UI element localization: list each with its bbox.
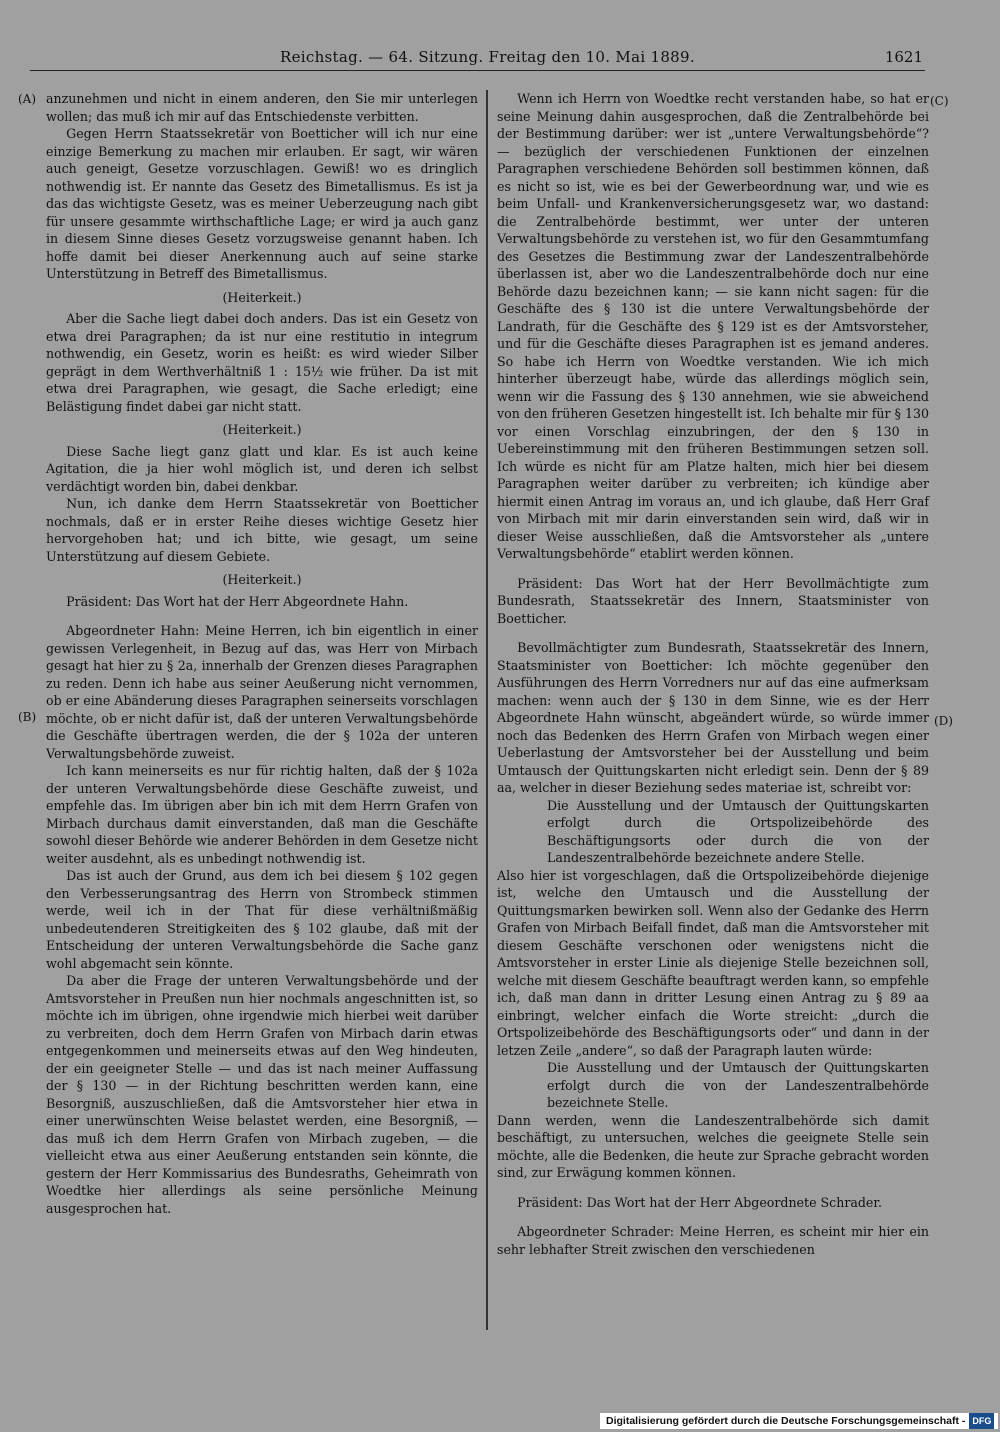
margin-marker-a: (A) — [18, 92, 37, 106]
left-column-paragraph: Gegen Herrn Staatssekretär von Boetticher will ich nur eine einzige Bemerkung zu machen mir erlauben. Er sagt, wir wären auch geneigt, Gesetze vorzuschlagen. Gewiß! wo es dringlich nothwendig ist. Er nannte das Gesetz des Bimetallismus. Es ist ja das das wichtigste Gesetz, was es meiner Ueberzeugung nach gibt für unsere gesammte wirthschaftliche Lage; er wird ja auch ganz in diesem Sinne dieses Gesetz vorzugsweise genannt haben. Ich hoffe damit bei dieser Anerkennung auch auf seine starke Unterstützung in Betreff des Bimetallismus. — [46, 126, 478, 281]
column-divider — [486, 90, 488, 1330]
left-column-paragraph: Da aber die Frage der unteren Verwaltungsbehörde und der Amtsvorsteher in Preußen nun hier nochmals angeschnitten ist, so möchte ich im übrigen, ohne irgendwie mich hierbei weit darüber zu verbreiten, doch dem Herrn Grafen von Mirbach darin etwas entgegenkommen und meinerseits etwas auf den Weg hindeuten, der ein geeigneter Stelle — und das ist nach meiner Auffassung der § 130 — in der Richtung beschritten werden kann, eine Besorgniß, auszuschließen, daß die Amtsvorsteher hier etwa in einer unerwünschten Weise belastet werden, eine Besorgniß, — das muß ich dem Herrn Grafen von Mirbach zugeben, — die vielleicht etwa aus einer Aeußerung entstanden sein könnte, die gestern der Herr Kommissarius des Bundesraths, Geheimrath von Woedtke hier allerdings als seine persönliche Meinung ausgesprochen hat. — [46, 973, 478, 1216]
right-column-paragraph: Also hier ist vorgeschlagen, daß die Ortspolizeibehörde diejenige ist, welche den Umtausch und die Ausstellung der Quittungsmarken bewirken soll. Wenn also der Gedanke des Herrn Grafen von Mirbach Beifall findet, daß man die Amtsvorsteher mit diesem Geschäfte verschonen oder wenigstens nicht die Amtsvorsteher in erster Linie als diejenige Stelle bezeichnen soll, welche mit diesem Geschäfte beauftragt werden kann, so empfehle ich, daß man dann in dritter Lesung einen Antrag zu § 89 aa einbringt, welcher einfach die Worte streicht: „durch die Ortspolizeibehörde des Beschäftigungsorts oder“ und dann in der letzen Zeile „andere“, so daß der Paragraph lauten würde: — [497, 867, 929, 1058]
header-title: Reichstag. — 64. Sitzung. Freitag den 10. Mai 1889. — [280, 48, 695, 66]
dfg-logo: DFG — [969, 1413, 994, 1429]
left-column-paragraph: Das ist auch der Grund, aus dem ich bei diesem § 102 gegen den Verbesserungsantrag des Herrn von Strombeck stimmen werde, weil ich in der That für diese verhältnißmäßig unbedeutenderen Streitigkeiten des § 102 glaube, daß mit der Entscheidung der unteren Verwaltungsbehörde die Sache ganz wohl abgemacht sein könnte. — [46, 868, 478, 971]
left-column-paragraph: Ich kann meinerseits es nur für richtig halten, daß der § 102a der unteren Verwaltungsbehörde diese Geschäfte zuweist, und empfehle das. Im übrigen aber bin ich mit dem Herrn Grafen von Mirbach durchaus damit einverstanden, daß man die Geschäfte sowohl dieser Behörde wie anderer Behörden in dem Gesetze nicht weiter ausdehnt, als es unbedingt nothwendig ist. — [46, 763, 478, 866]
right-column-paragraph: Präsident: Das Wort hat der Herr Abgeordnete Schrader. — [517, 1194, 882, 1210]
margin-marker-b: (B) — [18, 710, 37, 724]
right-column-paragraph: Wenn ich Herrn von Woedtke recht verstanden habe, so hat er seine Meinung dahin ausgesprochen, daß die Zentralbehörde bei der Bestimmung darüber: wer ist „untere Verwaltungsbehörde“? — bezüglich der verschiedenen Funktionen der einzelnen Paragraphen verschiedene Behörden soll bestimmen können, daß es nicht so ist, wie es bei der Gewerbeordnung war, und wie es beim Unfall- und Krankenversicherungsgesetz war, wo dastand: die Zentralbehörde bestimmt, wer unter der unteren Verwaltungsbehörde zu verstehen ist, wo für den Gesammtumfang des Gesetzes die Bestimmung zwar der Landeszentralbehörde überlassen ist, aber wo die Landeszentralbehörde doch nur eine Behörde dazu bezeichnen kann; — sie kann nicht sagen: für die Geschäfte des § 130 ist die untere Verwaltungsbehörde der Landrath, für die Geschäfte des § 129 ist es der Amtsvorsteher, und für die Geschäfte dieses Paragraphen ist es jemand anderes. So habe ich Herrn von Woedtke verstanden. Wie ich mich hinterher überzeugt habe, würde das allerdings möglich sein, wenn wir die Fassung des § 130 annehmen, wie sie abweichend von den früheren Gesetzen hingestellt ist. Ich behalte mir für § 130 vor einen Vorschlag einzubringen, der den § 130 in Uebereinstimmung mit den früheren Bestimmungen setzen soll. Ich würde es nicht für am Platze halten, mich hier bei diesem Paragraphen weiter darüber zu verbreiten; ich kündige aber hiermit einen Antrag im voraus an, und ich glaube, daß Herr Graf von Mirbach mit mir darin einverstanden sein wird, daß wir in dieser Weise ausschließen, daß die Amtsvorsteher als „untere Verwaltungsbehörde“ etablirt werden können. — [497, 91, 929, 561]
footer-credit — [600, 1413, 998, 1429]
left-column-paragraph: Aber die Sache liegt dabei doch anders. Das ist ein Gesetz von etwa drei Paragraphen; da ist nur eine restitutio in integrum nothwendig, ein Gesetz, worin es heißt: es wird wieder Silber geprägt in dem Werthverhältniß 1 : 15½ wie früher. Da ist mit etwa drei Paragraphen, wie gesagt, die Sache erledigt; eine Belästigung findet dabei gar nicht statt. — [46, 311, 478, 414]
right-column-paragraph: Die Ausstellung und der Umtausch der Quittungskarten erfolgt durch die Ortspolizeibehörde des Beschäftigungsorts oder durch die von der Landeszentralbehörde bezeichnete andere Stelle. — [547, 797, 929, 865]
left-column-paragraph: Diese Sache liegt ganz glatt und klar. Es ist auch keine Agitation, die ja hier wohl möglich ist, und deren ich selbst verdächtigt worden bin, dabei denkbar. — [46, 443, 478, 494]
margin-marker-c: (C) — [930, 94, 949, 108]
left-column-paragraph: Präsident: Das Wort hat der Herr Abgeordnete Hahn. — [66, 593, 409, 609]
right-column-paragraph: Die Ausstellung und der Umtausch der Quittungskarten erfolgt durch die von der Landeszentralbehörde bezeichnete Stelle. — [547, 1060, 929, 1110]
right-column-paragraph: Dann werden, wenn die Landeszentralbehörde sich damit beschäftigt, zu untersuchen, welches die geeignete Stelle sein möchte, alle die Bedenken, die heute zur Sprache gebracht worden sind, zur Erwägung kommen können. — [497, 1112, 929, 1180]
page-number: 1621 — [884, 48, 923, 66]
right-column-paragraph: Bevollmächtigter zum Bundesrath, Staatssekretär des Innern, Staatsminister von Boetticher: Ich möchte gegenüber den Ausführungen des Herrn Vorredners nur auf das eine aufmerksam machen: wenn auch der § 130 in dem Sinne, wie es der Herr Abgeordnete Hahn wünscht, abgeändert würde, so würde immer noch das Bedenken des Herrn Grafen von Mirbach wegen einer Ueberlastung der Amtsvorsteher bei der Ausstellung und beim Umtausch der Quittungskarten nicht erledigt sein. Denn der § 89 aa, welcher in dieser Beziehung sedes materiae ist, schreibt vor: — [497, 640, 929, 795]
left-column-paragraph: anzunehmen und nicht in einem anderen, den Sie mir unterlegen wollen; das muß ich mir auf das Entschiedenste verbitten. — [46, 91, 478, 124]
left-column-paragraph: (Heiterkeit.) — [222, 422, 302, 437]
right-column-paragraph: Präsident: Das Wort hat der Herr Bevollmächtigte zum Bundesrath, Staatssekretär des Innern, Staatsminister von Boetticher. — [497, 575, 929, 626]
footer-text: Digitalisierung gefördert durch die Deutsche Forschungsgemeinschaft - — [606, 1415, 966, 1427]
right-column — [497, 90, 929, 1258]
left-column-paragraph: (Heiterkeit.) — [222, 289, 302, 305]
left-column — [46, 90, 478, 1217]
margin-marker-d: (D) — [934, 714, 953, 728]
page-header — [30, 44, 925, 71]
left-column-paragraph: Abgeordneter Hahn: Meine Herren, ich bin eigentlich in einer gewissen Verlegenheit, in Bezug auf das, was Herr von Mirbach gesagt hat hier zu § 2a, innerhalb der Grenzen dieses Paragraphen zu reden. Denn ich habe aus seiner Aeußerung nicht vernommen, ob er eine Abänderung dieses Paragraphen seinerseits vorschlagen möchte, ob er nicht dafür ist, daß der unteren Verwaltungsbehörde die Geschäfte übertragen werden, die der § 102a der unteren Verwaltungsbehörde zuweist. — [46, 623, 478, 761]
left-column-paragraph: (Heiterkeit.) — [222, 572, 302, 587]
left-column-paragraph: Nun, ich danke dem Herrn Staatssekretär von Boetticher nochmals, daß er in erster Reihe dieses wichtige Gesetz hier hervorgehoben hat; und ich bitte, wie gesagt, um seine Unterstützung auf diesem Gebiete. — [46, 496, 478, 564]
right-column-paragraph: Abgeordneter Schrader: Meine Herren, es scheint mir hier ein sehr lebhafter Streit zwischen den verschiedenen — [497, 1224, 929, 1257]
